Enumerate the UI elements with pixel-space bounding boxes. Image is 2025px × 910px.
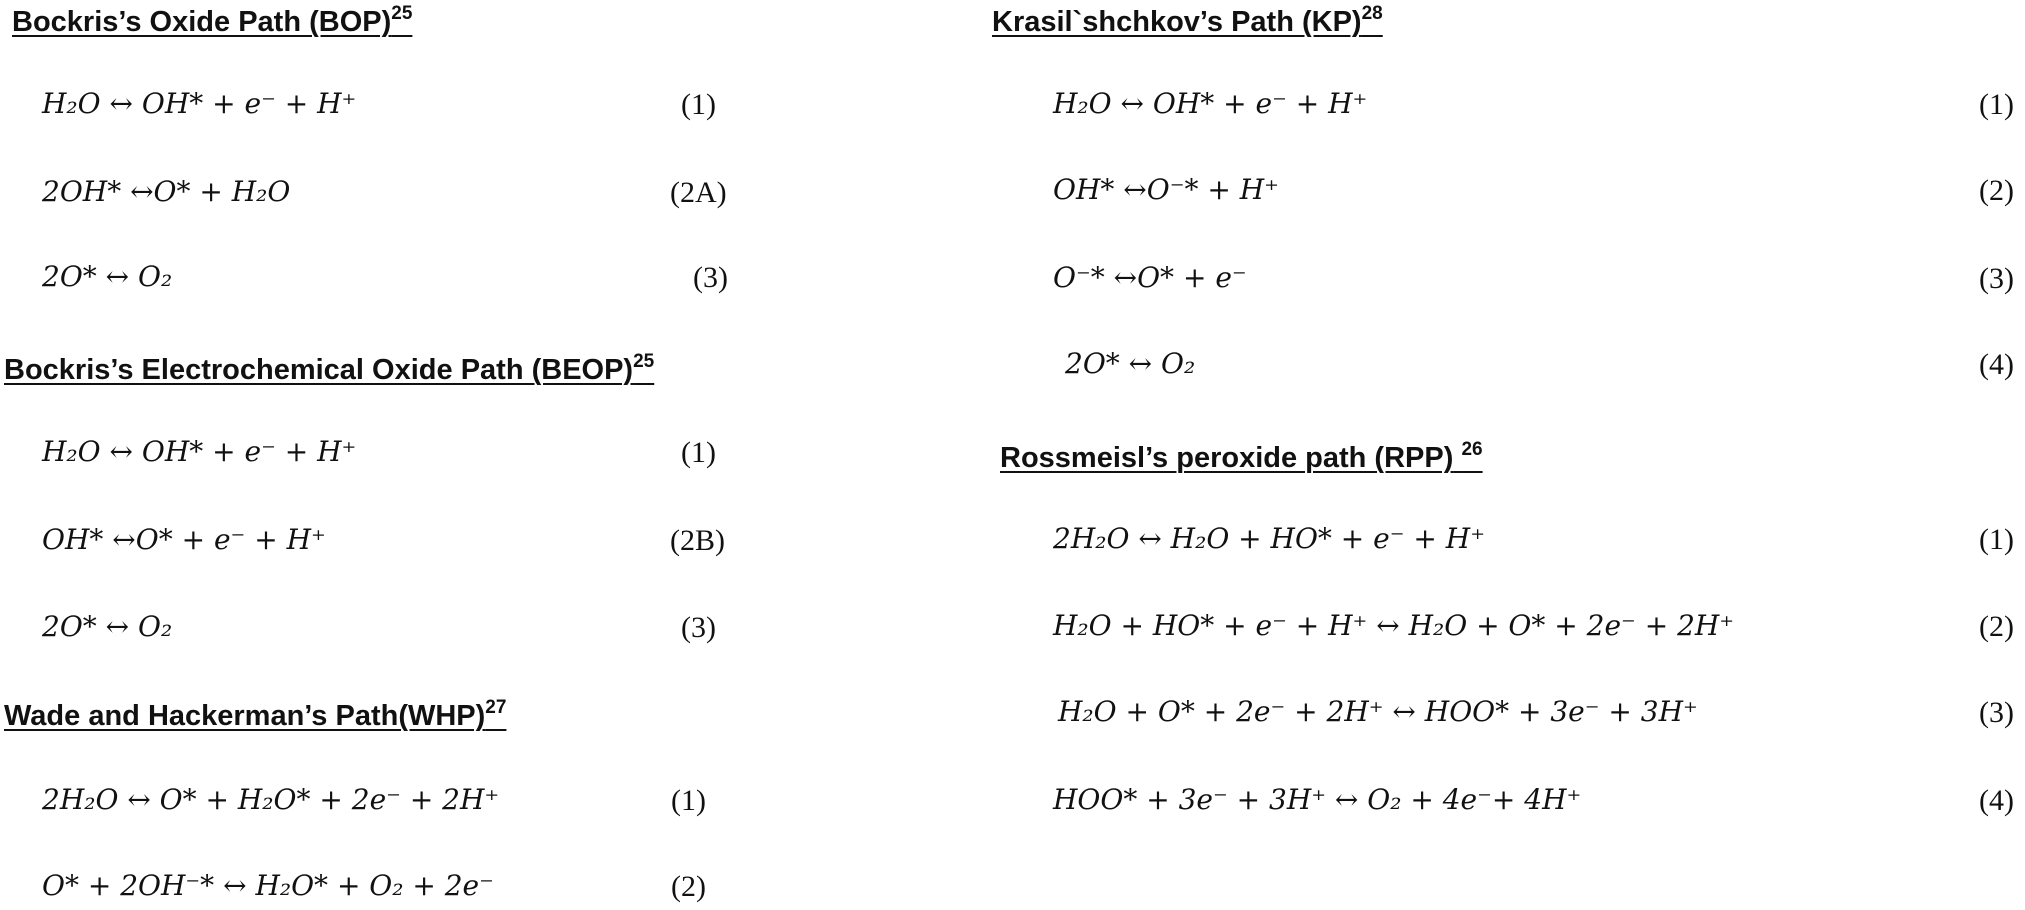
section-title: Wade and Hackerman’s Path(WHP)	[4, 700, 486, 732]
equation-number: (2)	[671, 870, 706, 903]
equation-number: (3)	[1979, 696, 2014, 729]
equation: 2H₂O ↔ H₂O + HO* + e⁻ + H⁺	[1053, 522, 1485, 555]
equation-number: (2B)	[670, 524, 725, 557]
equation: 2O* ↔ O₂	[42, 610, 173, 643]
equation: H₂O ↔ OH* + e⁻ + H⁺	[1053, 87, 1368, 120]
equation: 2OH* ↔O* + H₂O	[42, 175, 291, 208]
equation-number: (1)	[681, 436, 716, 469]
section-heading-bop	[12, 4, 412, 37]
equation: 2O* ↔ O₂	[42, 260, 173, 293]
section-heading-beop	[4, 352, 654, 385]
equation-number: (1)	[1979, 523, 2014, 556]
reference-number: 27	[485, 697, 507, 718]
section-heading-rpp	[1000, 440, 1483, 473]
equation: OH* ↔O⁻* + H⁺	[1053, 173, 1279, 206]
equation: H₂O + HO* + e⁻ + H⁺ ↔ H₂O + O* + 2e⁻ + 2H⁺	[1053, 609, 1735, 642]
section-title: Bockris’s Oxide Path (BOP)	[12, 6, 392, 38]
section-heading-whp	[4, 698, 506, 731]
equation-number: (1)	[1979, 88, 2014, 121]
equation: H₂O ↔ OH* + e⁻ + H⁺	[42, 435, 357, 468]
equation: HOO* + 3e⁻ + 3H⁺ ↔ O₂ + 4e⁻+ 4H⁺	[1053, 783, 1582, 816]
equation-number: (1)	[671, 784, 706, 817]
equation: H₂O + O* + 2e⁻ + 2H⁺ ↔ HOO* + 3e⁻ + 3H⁺	[1058, 695, 1698, 728]
reference-number: 26	[1461, 439, 1483, 460]
section-title: Rossmeisl’s peroxide path (RPP)	[1000, 442, 1454, 474]
equation: O* + 2OH⁻* ↔ H₂O* + O₂ + 2e⁻	[42, 869, 494, 902]
equation-number: (4)	[1979, 348, 2014, 381]
equation-number: (2)	[1979, 174, 2014, 207]
section-title: Bockris’s Electrochemical Oxide Path (BEOP)	[4, 354, 634, 386]
equation-number: (3)	[693, 261, 728, 294]
equation-number: (3)	[1979, 262, 2014, 295]
section-heading-kp	[992, 4, 1383, 37]
equation: 2H₂O ↔ O* + H₂O* + 2e⁻ + 2H⁺	[42, 783, 500, 816]
section-title: Krasil`shchkov’s Path (KP)	[992, 6, 1362, 38]
equation: OH* ↔O* + e⁻ + H⁺	[42, 523, 326, 556]
equation-number: (3)	[681, 611, 716, 644]
reference-number: 25	[633, 351, 655, 372]
reference-number: 28	[1361, 3, 1383, 24]
equation-number: (4)	[1979, 784, 2014, 817]
equation-number: (1)	[681, 88, 716, 121]
equation-number: (2)	[1979, 610, 2014, 643]
equation-number: (2A)	[670, 176, 727, 209]
reference-number: 25	[391, 3, 413, 24]
equation: O⁻* ↔O* + e⁻	[1053, 261, 1247, 294]
equation: 2O* ↔ O₂	[1065, 347, 1196, 380]
equation: H₂O ↔ OH* + e⁻ + H⁺	[42, 87, 357, 120]
